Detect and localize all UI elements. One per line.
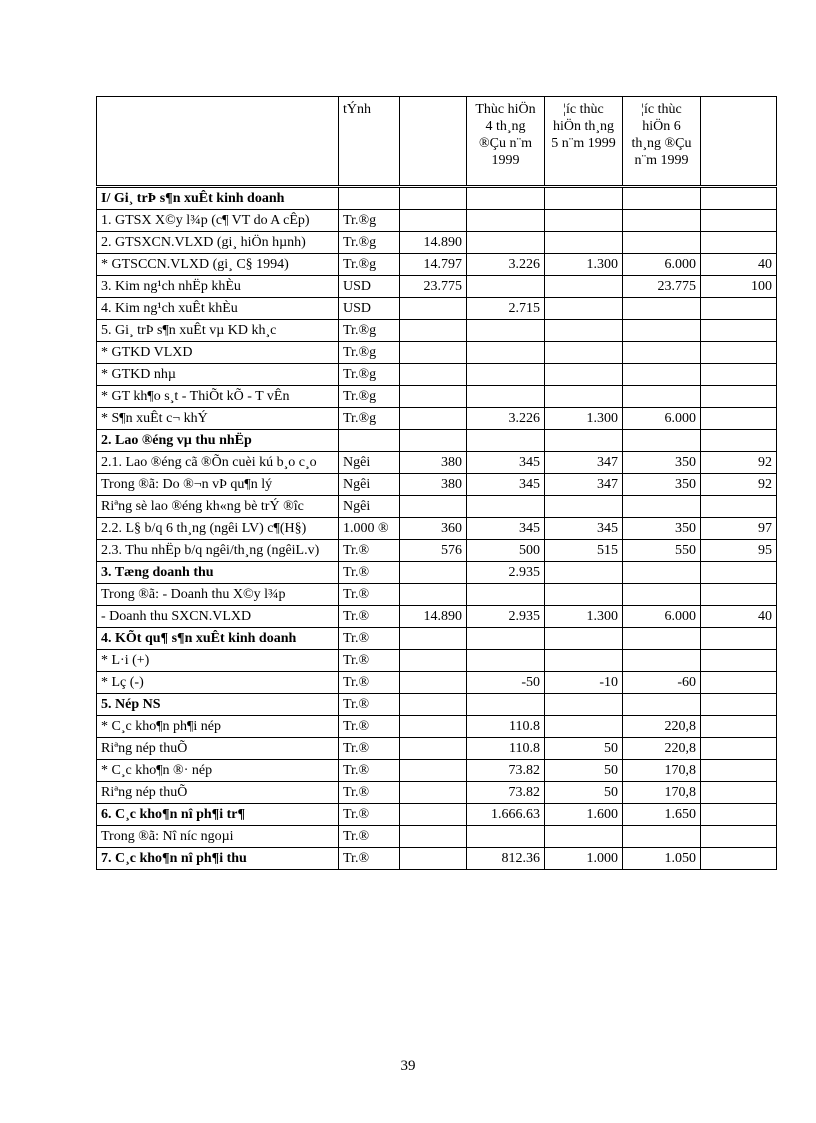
cell-estimate-6-months [623,187,701,210]
table-row [97,187,777,210]
cell-estimate-6-months [623,386,701,408]
cell-estimate-month-5 [545,210,623,232]
cell-estimate-6-months [623,364,701,386]
cell-estimate-6-months [623,584,701,606]
table-row [97,210,777,232]
cell-item: Riªng sè lao ®éng kh«ng bè trÝ ®îc [97,496,339,518]
cell-percent: 95 [701,540,777,562]
cell-plan [400,430,467,452]
table-row [97,584,777,606]
header-estimate-month-5: ¦íc thùc hiÖn th¸ng 5 n¨m 1999 [545,97,623,187]
cell-plan [400,694,467,716]
cell-actual-4-months: 110.8 [467,738,545,760]
table-row [97,298,777,320]
cell-percent [701,738,777,760]
cell-actual-4-months [467,694,545,716]
table-header [97,97,777,187]
cell-estimate-6-months: 6.000 [623,408,701,430]
cell-item: * S¶n xuÊt c¬ khÝ [97,408,339,430]
table-row [97,386,777,408]
cell-unit: Tr.® [339,848,400,870]
cell-percent [701,342,777,364]
cell-item: 5. Nép NS [97,694,339,716]
cell-percent [701,716,777,738]
cell-unit: Tr.®g [339,386,400,408]
cell-estimate-6-months: 6.000 [623,606,701,628]
cell-actual-4-months: 73.82 [467,760,545,782]
cell-estimate-6-months: 350 [623,452,701,474]
cell-unit: Tr.® [339,562,400,584]
cell-estimate-6-months [623,562,701,584]
cell-estimate-month-5: 50 [545,760,623,782]
cell-plan [400,320,467,342]
cell-estimate-month-5: 347 [545,452,623,474]
cell-percent: 40 [701,254,777,276]
cell-percent [701,562,777,584]
cell-estimate-6-months [623,496,701,518]
cell-estimate-month-5 [545,187,623,210]
cell-item: I/ Gi¸ trÞ s¶n xuÊt kinh doanh [97,187,339,210]
table-row [97,694,777,716]
cell-plan [400,760,467,782]
cell-estimate-month-5 [545,232,623,254]
header-item [97,97,339,187]
cell-percent [701,408,777,430]
cell-estimate-month-5 [545,276,623,298]
cell-estimate-month-5 [545,342,623,364]
cell-estimate-month-5: 50 [545,782,623,804]
table-row [97,474,777,496]
cell-unit: USD [339,276,400,298]
cell-percent [701,782,777,804]
cell-estimate-month-5: 1.300 [545,606,623,628]
cell-unit: Tr.®g [339,364,400,386]
cell-unit: Tr.® [339,606,400,628]
cell-item: Trong ®ã: Do ®¬n vÞ qu¶n lý [97,474,339,496]
header-unit: tÝnh [339,97,400,187]
table-row [97,628,777,650]
cell-percent: 97 [701,518,777,540]
cell-unit: Tr.®g [339,254,400,276]
cell-actual-4-months [467,210,545,232]
cell-percent [701,187,777,210]
cell-estimate-6-months [623,232,701,254]
cell-plan [400,342,467,364]
cell-percent [701,672,777,694]
cell-actual-4-months: 345 [467,452,545,474]
cell-percent: 92 [701,474,777,496]
cell-actual-4-months [467,430,545,452]
cell-plan [400,738,467,760]
table-row [97,760,777,782]
cell-actual-4-months: 2.935 [467,606,545,628]
cell-estimate-month-5: 50 [545,738,623,760]
cell-actual-4-months: 73.82 [467,782,545,804]
cell-plan: 360 [400,518,467,540]
header-plan [400,97,467,187]
cell-estimate-6-months [623,694,701,716]
cell-estimate-month-5 [545,628,623,650]
cell-unit: Ngêi [339,452,400,474]
cell-estimate-6-months: 220,8 [623,738,701,760]
table-body [97,187,777,870]
table-row [97,804,777,826]
cell-plan [400,672,467,694]
cell-unit: USD [339,298,400,320]
cell-estimate-month-5: 345 [545,518,623,540]
cell-plan [400,716,467,738]
cell-estimate-6-months: 170,8 [623,760,701,782]
cell-estimate-6-months: 220,8 [623,716,701,738]
table-row [97,452,777,474]
table-row [97,650,777,672]
table-row [97,364,777,386]
cell-estimate-6-months [623,430,701,452]
cell-item: * C¸c kho¶n ®· nép [97,760,339,782]
cell-estimate-6-months [623,826,701,848]
cell-actual-4-months: 2.935 [467,562,545,584]
cell-estimate-6-months [623,210,701,232]
cell-item: * GTKD VLXD [97,342,339,364]
table-row [97,826,777,848]
cell-item: * GTKD nhµ [97,364,339,386]
cell-estimate-month-5: 1.600 [545,804,623,826]
cell-actual-4-months [467,650,545,672]
cell-estimate-6-months: 350 [623,474,701,496]
cell-estimate-month-5: 1.300 [545,408,623,430]
cell-actual-4-months: 110.8 [467,716,545,738]
table-row [97,430,777,452]
cell-estimate-6-months: 1.050 [623,848,701,870]
cell-percent: 40 [701,606,777,628]
table-row [97,606,777,628]
table-row [97,254,777,276]
cell-unit: Tr.®g [339,210,400,232]
table-row [97,408,777,430]
cell-item: 3. Kim ng¹ch nhËp khÈu [97,276,339,298]
cell-unit: 1.000 ® [339,518,400,540]
cell-estimate-month-5 [545,584,623,606]
cell-unit [339,187,400,210]
cell-estimate-6-months: 23.775 [623,276,701,298]
cell-estimate-6-months [623,298,701,320]
cell-actual-4-months [467,276,545,298]
cell-item: * L·i (+) [97,650,339,672]
cell-percent [701,232,777,254]
cell-item: 2.3. Thu nhËp b/q ngêi/th¸ng (ngêiL.v) [97,540,339,562]
report-table [96,96,777,870]
table-row [97,232,777,254]
cell-unit: Tr.®g [339,408,400,430]
cell-plan: 380 [400,452,467,474]
cell-plan [400,584,467,606]
cell-estimate-month-5 [545,430,623,452]
table-row [97,496,777,518]
header-actual-4-months: Thùc hiÖn 4 th¸ng ®Çu n¨m 1999 [467,97,545,187]
cell-actual-4-months [467,342,545,364]
cell-actual-4-months [467,628,545,650]
cell-unit: Tr.® [339,672,400,694]
cell-item: Trong ®ã: - Doanh thu X©y l¾p [97,584,339,606]
cell-percent: 100 [701,276,777,298]
cell-plan [400,496,467,518]
cell-actual-4-months: 500 [467,540,545,562]
cell-estimate-month-5: 515 [545,540,623,562]
cell-item: 2. GTSXCN.VLXD (gi¸ hiÖn hµnh) [97,232,339,254]
cell-unit: Tr.® [339,716,400,738]
table-row [97,518,777,540]
cell-percent [701,320,777,342]
cell-percent [701,760,777,782]
cell-unit: Tr.® [339,540,400,562]
table-row [97,562,777,584]
cell-plan [400,364,467,386]
table-row [97,276,777,298]
cell-actual-4-months [467,584,545,606]
cell-estimate-6-months: 350 [623,518,701,540]
cell-plan: 576 [400,540,467,562]
cell-actual-4-months: 2.715 [467,298,545,320]
cell-item: 5. Gi¸ trÞ s¶n xuÊt vµ KD kh¸c [97,320,339,342]
cell-actual-4-months: 345 [467,518,545,540]
cell-percent [701,584,777,606]
cell-plan [400,210,467,232]
cell-item: 4. Kim ng¹ch xuÊt khÈu [97,298,339,320]
cell-actual-4-months: 3.226 [467,408,545,430]
cell-estimate-month-5 [545,298,623,320]
cell-unit: Tr.®g [339,320,400,342]
table-row [97,672,777,694]
cell-estimate-month-5: 347 [545,474,623,496]
cell-actual-4-months: 1.666.63 [467,804,545,826]
cell-actual-4-months: 812.36 [467,848,545,870]
cell-item: 2. Lao ®éng vµ thu nhËp [97,430,339,452]
cell-item: * GT kh¶o s¸t - ThiÕt kÕ - T vÊn [97,386,339,408]
page-number: 39 [400,1058,416,1074]
cell-percent [701,496,777,518]
cell-item: * C¸c kho¶n ph¶i nép [97,716,339,738]
cell-plan [400,782,467,804]
cell-estimate-6-months [623,628,701,650]
table-row [97,782,777,804]
cell-estimate-month-5 [545,364,623,386]
cell-estimate-6-months: 6.000 [623,254,701,276]
cell-plan [400,298,467,320]
cell-plan [400,804,467,826]
cell-actual-4-months [467,826,545,848]
cell-percent [701,210,777,232]
table-row [97,738,777,760]
cell-item: 4. KÕt qu¶ s¶n xuÊt kinh doanh [97,628,339,650]
cell-item: 1. GTSX X©y l¾p (c¶ VT do A cÊp) [97,210,339,232]
table-row [97,716,777,738]
cell-estimate-6-months: 170,8 [623,782,701,804]
cell-plan: 14.890 [400,606,467,628]
cell-plan [400,848,467,870]
cell-actual-4-months [467,320,545,342]
cell-percent: 92 [701,452,777,474]
table-row [97,320,777,342]
cell-percent [701,826,777,848]
cell-percent [701,804,777,826]
cell-unit: Tr.® [339,628,400,650]
cell-actual-4-months [467,496,545,518]
cell-unit: Ngêi [339,496,400,518]
cell-percent [701,298,777,320]
cell-plan: 14.890 [400,232,467,254]
cell-estimate-month-5 [545,694,623,716]
cell-percent [701,386,777,408]
cell-plan: 14.797 [400,254,467,276]
cell-percent [701,848,777,870]
cell-estimate-month-5: 1.300 [545,254,623,276]
cell-estimate-month-5 [545,320,623,342]
cell-unit [339,430,400,452]
cell-estimate-6-months: -60 [623,672,701,694]
cell-unit: Tr.® [339,804,400,826]
cell-unit: Tr.® [339,826,400,848]
cell-actual-4-months [467,187,545,210]
cell-actual-4-months: -50 [467,672,545,694]
cell-estimate-6-months [623,320,701,342]
cell-actual-4-months: 3.226 [467,254,545,276]
cell-item: * Lç (-) [97,672,339,694]
cell-percent [701,628,777,650]
cell-unit: Tr.® [339,694,400,716]
cell-estimate-month-5: 1.000 [545,848,623,870]
cell-actual-4-months: 345 [467,474,545,496]
header-percent [701,97,777,187]
cell-estimate-month-5: -10 [545,672,623,694]
cell-item: Riªng nép thuÕ [97,782,339,804]
cell-estimate-6-months [623,342,701,364]
cell-unit: Tr.®g [339,342,400,364]
cell-plan: 23.775 [400,276,467,298]
cell-item: 2.1. Lao ®éng cã ®Õn cuèi kú b¸o c¸o [97,452,339,474]
cell-estimate-month-5 [545,716,623,738]
table-row [97,540,777,562]
cell-unit: Tr.®g [339,232,400,254]
cell-estimate-6-months: 550 [623,540,701,562]
header-estimate-6-months: ¦íc thùc hiÖn 6 th¸ng ®Çu n¨m 1999 [623,97,701,187]
cell-percent [701,430,777,452]
cell-actual-4-months [467,386,545,408]
table-row [97,848,777,870]
cell-unit: Ngêi [339,474,400,496]
cell-unit: Tr.® [339,584,400,606]
table-row [97,342,777,364]
cell-plan [400,187,467,210]
cell-estimate-month-5 [545,386,623,408]
cell-plan: 380 [400,474,467,496]
cell-plan [400,386,467,408]
cell-unit: Tr.® [339,760,400,782]
cell-estimate-month-5 [545,826,623,848]
cell-estimate-6-months: 1.650 [623,804,701,826]
cell-plan [400,650,467,672]
cell-item: Trong ®ã: Nî níc ngoµi [97,826,339,848]
cell-percent [701,364,777,386]
cell-estimate-month-5 [545,496,623,518]
cell-item: - Doanh thu SXCN.VLXD [97,606,339,628]
cell-unit: Tr.® [339,782,400,804]
cell-estimate-month-5 [545,650,623,672]
cell-item: 2.2. L§ b/q 6 th¸ng (ngêi LV) c¶(H§) [97,518,339,540]
cell-unit: Tr.® [339,650,400,672]
cell-item: * GTSCCN.VLXD (gi¸ C§ 1994) [97,254,339,276]
cell-item: Riªng nép thuÕ [97,738,339,760]
cell-actual-4-months [467,232,545,254]
cell-item: 6. C¸c kho¶n nî ph¶i tr¶ [97,804,339,826]
cell-percent [701,650,777,672]
cell-plan [400,628,467,650]
cell-actual-4-months [467,364,545,386]
cell-estimate-month-5 [545,562,623,584]
cell-item: 7. C¸c kho¶n nî ph¶i thu [97,848,339,870]
cell-item: 3. Tæng doanh thu [97,562,339,584]
cell-plan [400,408,467,430]
cell-unit: Tr.® [339,738,400,760]
cell-plan [400,826,467,848]
cell-estimate-6-months [623,650,701,672]
cell-percent [701,694,777,716]
cell-plan [400,562,467,584]
